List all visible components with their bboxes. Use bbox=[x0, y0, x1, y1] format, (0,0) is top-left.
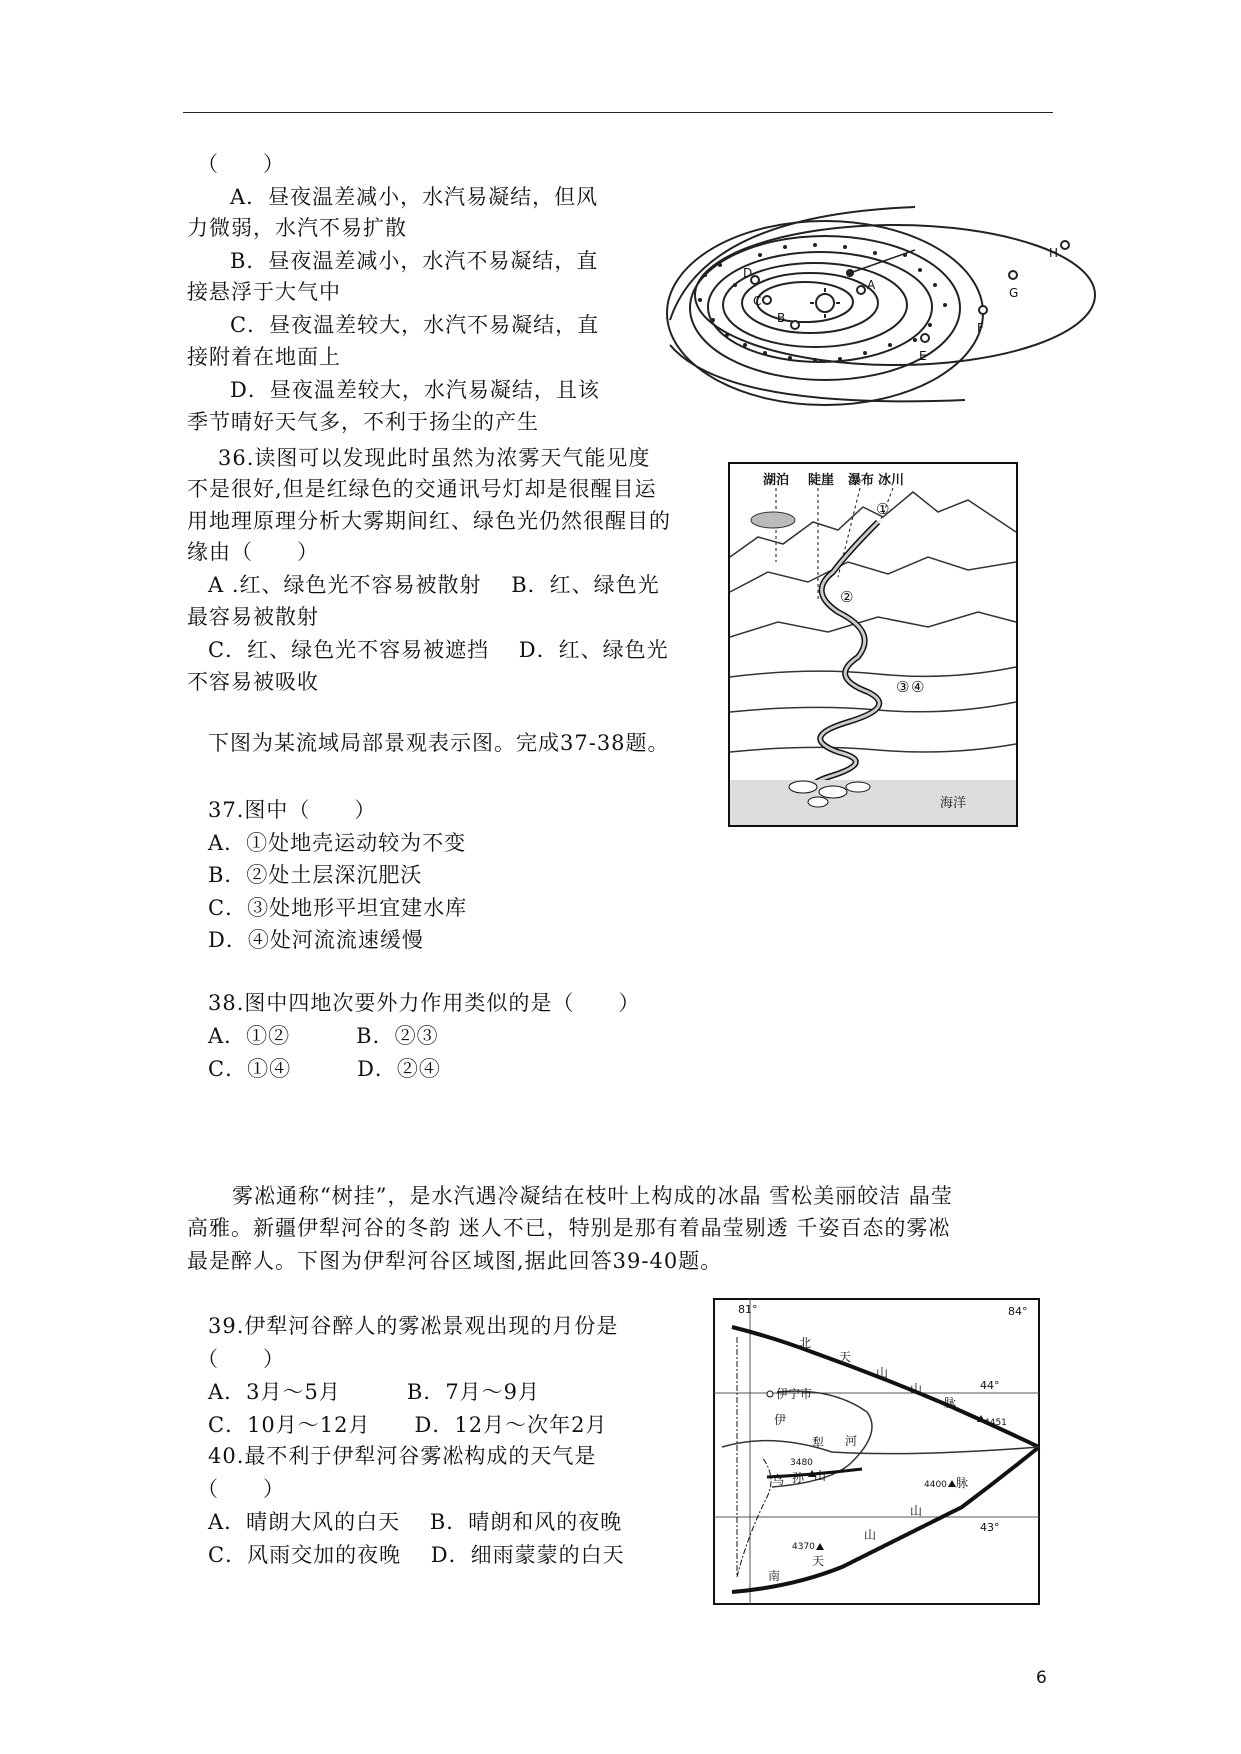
q35-option-d: D．昼夜温差较大，水汽易凝结，且该 bbox=[230, 378, 600, 402]
orbit-label-c: C bbox=[753, 294, 762, 308]
marker-3: ③ bbox=[896, 678, 910, 696]
q40-options-cd: C．风雨交加的夜晚 D．细雨蒙蒙的白天 bbox=[208, 1543, 625, 1567]
north-range-1: 北 bbox=[799, 1336, 812, 1350]
peak-4451: 4451 bbox=[984, 1418, 1007, 1428]
passage-line-2: 高雅。新疆伊犁河谷的冬韵 迷人不已，特别是那有着晶莹剔透 千姿百态的雾凇 bbox=[187, 1216, 951, 1240]
q39-options-cd: C．10月～12月 D．12月～次年2月 bbox=[208, 1413, 608, 1437]
q36-options-ab: A .红、绿色光不容易被散射 B．红、绿色光 bbox=[208, 573, 660, 597]
south-range-1: 南 bbox=[768, 1569, 781, 1583]
q39-paren: （ ） bbox=[197, 1347, 285, 1371]
q35-stem-end: （ ） bbox=[197, 152, 285, 176]
q39-stem: 39.伊犁河谷醉人的雾凇景观出现的月份是 bbox=[208, 1314, 619, 1338]
q37-stem: 37.图中（ ） bbox=[208, 798, 377, 822]
orbit-label-d: D bbox=[743, 266, 753, 280]
q36-line-2: 不是很好,但是红绿色的交通讯号灯却是很醒目运 bbox=[187, 477, 657, 501]
q35-option-b: B．昼夜温差减小，水汽不易凝结，直 bbox=[230, 249, 599, 273]
orbit-label-b: B bbox=[777, 311, 786, 325]
q39-options-ab: A．3月～5月 B．7月～9月 bbox=[208, 1380, 541, 1404]
q36-line-3: 用地理原理分析大雾期间红、绿色光仍然很醒目的 bbox=[187, 509, 671, 533]
q35-option-c-cont: 接附着在地面上 bbox=[187, 345, 341, 369]
sun-icon bbox=[810, 288, 840, 318]
river-char-1: 伊 bbox=[774, 1413, 787, 1427]
south-range-3: 山 bbox=[864, 1528, 877, 1542]
label-lake: 湖泊 bbox=[763, 473, 790, 488]
marker-1: ① bbox=[876, 500, 890, 518]
marker-2: ② bbox=[840, 588, 854, 606]
peak-4400: 4400 bbox=[924, 1480, 947, 1490]
orbit-label-e: E bbox=[919, 349, 927, 363]
peak-4370: 4370 bbox=[792, 1542, 815, 1552]
q36-options-cd-cont: 不容易被吸收 bbox=[187, 670, 319, 694]
orbit-label-g: G bbox=[1009, 286, 1019, 300]
q38-options-ab: A．①② B．②③ bbox=[208, 1024, 439, 1048]
q35-option-a: A．昼夜温差减小，水汽易凝结，但风 bbox=[230, 185, 599, 209]
q38-options-cd: C．①④ D．②④ bbox=[208, 1057, 441, 1081]
q38-stem: 38.图中四地次要外力作用类似的是（ ） bbox=[208, 991, 641, 1015]
lon-81: 81° bbox=[738, 1303, 758, 1316]
wusun-2: 孙 bbox=[792, 1471, 805, 1485]
label-glacier: 冰川 bbox=[878, 473, 905, 488]
q35-option-b-cont: 接悬浮于大气中 bbox=[187, 280, 341, 304]
wusun-3: 山 bbox=[814, 1469, 827, 1483]
ili-valley-map bbox=[712, 1297, 1042, 1607]
header-rule bbox=[183, 112, 1053, 113]
north-range-3: 山 bbox=[876, 1366, 889, 1380]
passage-line-1: 雾凇通称“树挂”，是水汽遇冷凝结在枝叶上构成的冰晶 雪松美丽皎洁 晶莹 bbox=[232, 1184, 953, 1208]
south-range-4: 山 bbox=[910, 1504, 923, 1518]
orbit-label-a: A bbox=[867, 278, 876, 292]
wusun-1: 乌 bbox=[772, 1473, 785, 1487]
south-range-5: 脉 bbox=[956, 1476, 969, 1490]
river-char-2: 犁 bbox=[812, 1436, 825, 1450]
q40-paren: （ ） bbox=[197, 1477, 285, 1501]
orbit-label-f: F bbox=[977, 321, 984, 335]
river-char-3: 河 bbox=[845, 1434, 858, 1448]
lat-44: 44° bbox=[980, 1379, 1000, 1392]
page-number: 6 bbox=[1036, 1668, 1047, 1688]
q40-options-ab: A．晴朗大风的白天 B．晴朗和风的夜晚 bbox=[208, 1510, 623, 1534]
q36-options-cd: C．红、绿色光不容易被遮挡 D．红、绿色光 bbox=[208, 638, 669, 662]
q36-line-1: 36.读图可以发现此时虽然为浓雾天气能见度 bbox=[218, 446, 651, 470]
q36-options-ab-cont: 最容易被散射 bbox=[187, 605, 319, 629]
lat-43: 43° bbox=[980, 1521, 1000, 1534]
label-cliff: 陡崖 bbox=[808, 473, 835, 488]
landscape-figure bbox=[728, 462, 1018, 827]
peak-3480: 3480 bbox=[790, 1458, 813, 1468]
north-range-4: 山 bbox=[910, 1382, 923, 1396]
q40-stem: 40.最不利于伊犁河谷雾凇构成的天气是 bbox=[208, 1444, 597, 1468]
lon-84: 84° bbox=[1008, 1305, 1028, 1318]
passage-line-3: 最是醉人。下图为伊犁河谷区域图,据此回答39-40题。 bbox=[187, 1249, 723, 1273]
q35-option-c: C．昼夜温差较大，水汽不易凝结，直 bbox=[230, 313, 600, 337]
q37-option-a: A．①处地壳运动较为不变 bbox=[208, 831, 467, 855]
label-waterfall: 瀑布 bbox=[848, 473, 875, 488]
orbit-label-h: H bbox=[1049, 246, 1059, 260]
q37-option-b: B．②处土层深沉肥沃 bbox=[208, 863, 423, 887]
south-range-2: 天 bbox=[812, 1554, 825, 1568]
north-range-5: 脉 bbox=[944, 1396, 957, 1410]
q36-line-4: 缘由（ ） bbox=[187, 540, 319, 564]
label-sea: 海洋 bbox=[940, 796, 967, 811]
marker-4: ④ bbox=[911, 678, 925, 696]
q37-option-c: C．③处地形平坦宜建水库 bbox=[208, 896, 468, 920]
q37-option-d: D．④处河流流速缓慢 bbox=[208, 928, 424, 952]
q35-option-d-cont: 季节晴好天气多，不利于扬尘的产生 bbox=[187, 410, 539, 434]
intro-37-38: 下图为某流域局部景观表示图。完成37-38题。 bbox=[208, 731, 670, 755]
city-yining: 伊宁市 bbox=[776, 1387, 813, 1401]
q35-option-a-cont: 力微弱，水汽不易扩散 bbox=[187, 216, 407, 240]
orbit-figure bbox=[665, 195, 1105, 420]
north-range-2: 天 bbox=[839, 1350, 852, 1364]
